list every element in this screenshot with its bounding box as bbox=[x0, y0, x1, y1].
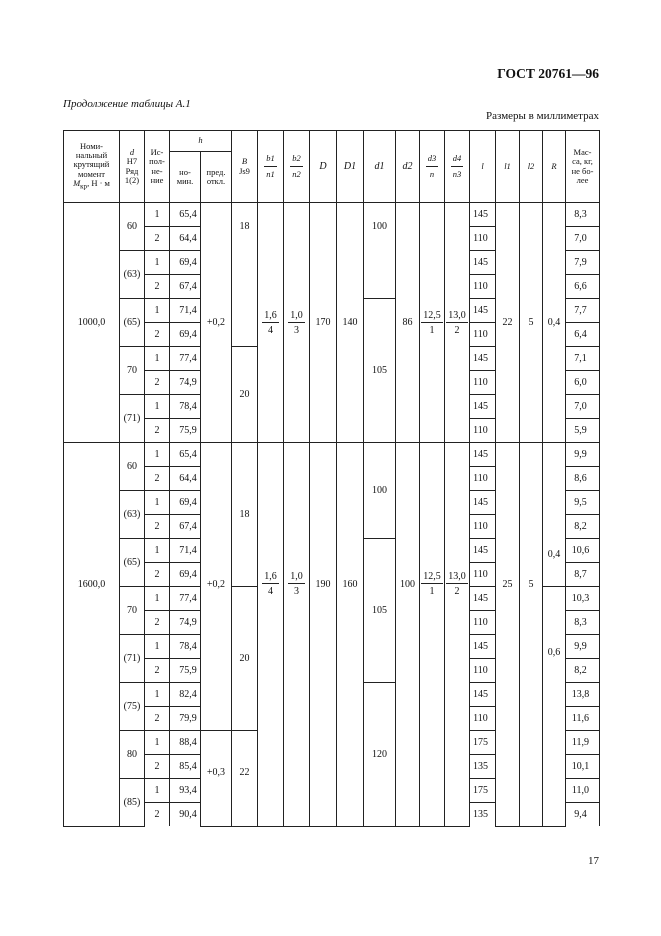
h-deviation-cell: +0,2 bbox=[201, 203, 232, 443]
exec-cell: 2 bbox=[145, 563, 170, 587]
header-torque: Номи- нальный крутящий момент $M_{кр}$, Н · м bbox=[64, 131, 120, 203]
l-cell: 145 bbox=[470, 683, 496, 707]
h-nominal-cell: 67,4 bbox=[170, 275, 201, 299]
mass-cell: 8,2 bbox=[566, 659, 600, 683]
header-h-nominal: но- мин. bbox=[170, 152, 201, 203]
mass-cell: 10,1 bbox=[566, 755, 600, 779]
header-mass: Мас- са, кг, не бо- лее bbox=[566, 131, 600, 203]
h-nominal-cell: 78,4 bbox=[170, 635, 201, 659]
exec-cell: 2 bbox=[145, 467, 170, 491]
exec-cell: 2 bbox=[145, 419, 170, 443]
l-cell: 175 bbox=[470, 731, 496, 755]
D1-cell: 160 bbox=[337, 443, 364, 827]
h-nominal-cell: 69,4 bbox=[170, 251, 201, 275]
h-nominal-cell: 65,4 bbox=[170, 203, 201, 227]
R-cell: 0,4 bbox=[543, 443, 566, 587]
exec-cell: 1 bbox=[145, 491, 170, 515]
exec-cell: 1 bbox=[145, 683, 170, 707]
header-d: d H7 Ряд 1(2) bbox=[120, 131, 145, 203]
mass-cell: 8,2 bbox=[566, 515, 600, 539]
d-cell: (65) bbox=[120, 539, 145, 587]
l2-cell: 5 bbox=[520, 443, 543, 827]
header-row-1 bbox=[64, 131, 600, 152]
h-nominal-cell: 69,4 bbox=[170, 491, 201, 515]
d1-cell: 100 bbox=[364, 203, 396, 299]
l2-cell: 5 bbox=[520, 203, 543, 443]
d-cell: 60 bbox=[120, 443, 145, 491]
d-cell: 60 bbox=[120, 203, 145, 251]
d-cell: (63) bbox=[120, 491, 145, 539]
table-caption: Продолжение таблицы А.1 bbox=[63, 98, 191, 110]
page-number: 17 bbox=[588, 855, 599, 867]
mass-cell: 6,0 bbox=[566, 371, 600, 395]
h-nominal-cell: 74,9 bbox=[170, 371, 201, 395]
header-l: l bbox=[470, 131, 496, 203]
mass-cell: 11,9 bbox=[566, 731, 600, 755]
h-nominal-cell: 77,4 bbox=[170, 587, 201, 611]
b1-cell: $\frac{1,6}{4}$ bbox=[258, 203, 284, 443]
B-cell: 18 bbox=[232, 443, 258, 587]
d4-cell: $\frac{13,0}{2}$ bbox=[445, 443, 470, 827]
header-execution: Ис- пол- не- ние bbox=[145, 131, 170, 203]
mass-cell: 7,0 bbox=[566, 395, 600, 419]
mass-cell: 8,6 bbox=[566, 467, 600, 491]
h-nominal-cell: 82,4 bbox=[170, 683, 201, 707]
exec-cell: 1 bbox=[145, 731, 170, 755]
l-cell: 110 bbox=[470, 275, 496, 299]
l-cell: 145 bbox=[470, 443, 496, 467]
exec-cell: 2 bbox=[145, 707, 170, 731]
h-nominal-cell: 67,4 bbox=[170, 515, 201, 539]
h-nominal-cell: 65,4 bbox=[170, 443, 201, 467]
B-cell: 20 bbox=[232, 587, 258, 731]
header-l1: l1 bbox=[496, 131, 520, 203]
B-cell: 22 bbox=[232, 731, 258, 827]
d-cell: 70 bbox=[120, 587, 145, 635]
l-cell: 110 bbox=[470, 707, 496, 731]
h-nominal-cell: 77,4 bbox=[170, 347, 201, 371]
exec-cell: 2 bbox=[145, 275, 170, 299]
h-nominal-cell: 69,4 bbox=[170, 323, 201, 347]
exec-cell: 2 bbox=[145, 755, 170, 779]
l-cell: 145 bbox=[470, 251, 496, 275]
l-cell: 110 bbox=[470, 563, 496, 587]
exec-cell: 2 bbox=[145, 323, 170, 347]
l-cell: 110 bbox=[470, 467, 496, 491]
B-cell: 18 bbox=[232, 203, 258, 347]
d3-cell: $\frac{12,5}{1}$ bbox=[420, 443, 445, 827]
exec-cell: 2 bbox=[145, 611, 170, 635]
d1-cell: 105 bbox=[364, 299, 396, 443]
exec-cell: 2 bbox=[145, 371, 170, 395]
mass-cell: 13,8 bbox=[566, 683, 600, 707]
mass-cell: 8,7 bbox=[566, 563, 600, 587]
h-nominal-cell: 85,4 bbox=[170, 755, 201, 779]
d-cell: (75) bbox=[120, 683, 145, 731]
header-R: R bbox=[543, 131, 566, 203]
h-nominal-cell: 64,4 bbox=[170, 467, 201, 491]
exec-cell: 1 bbox=[145, 443, 170, 467]
d2-cell: 86 bbox=[396, 203, 420, 443]
torque-cell: 1000,0 bbox=[64, 203, 120, 443]
torque-cell: 1600,0 bbox=[64, 443, 120, 827]
l-cell: 110 bbox=[470, 611, 496, 635]
header-d4: $\frac{d4}{n3}$ bbox=[445, 131, 470, 203]
l-cell: 145 bbox=[470, 299, 496, 323]
header-d2: d2 bbox=[396, 131, 420, 203]
d-cell: 80 bbox=[120, 731, 145, 779]
mass-cell: 7,7 bbox=[566, 299, 600, 323]
mass-cell: 11,6 bbox=[566, 707, 600, 731]
l-cell: 145 bbox=[470, 539, 496, 563]
header-D: D bbox=[310, 131, 337, 203]
mass-cell: 7,0 bbox=[566, 227, 600, 251]
l-cell: 145 bbox=[470, 635, 496, 659]
mass-cell: 9,4 bbox=[566, 803, 600, 827]
header-b2: $\frac{b2}{n2}$ bbox=[284, 131, 310, 203]
h-deviation-cell: +0,3 bbox=[201, 731, 232, 827]
B-cell: 20 bbox=[232, 347, 258, 443]
header-b1: $\frac{b1}{n1}$ bbox=[258, 131, 284, 203]
l1-cell: 25 bbox=[496, 443, 520, 827]
d-cell: (71) bbox=[120, 635, 145, 683]
l-cell: 145 bbox=[470, 203, 496, 227]
d2-cell: 100 bbox=[396, 443, 420, 827]
l-cell: 175 bbox=[470, 779, 496, 803]
header-h: h bbox=[170, 131, 232, 152]
header-l2: l2 bbox=[520, 131, 543, 203]
header-B: B Js9 bbox=[232, 131, 258, 203]
b2-cell: $\frac{1,0}{3}$ bbox=[284, 443, 310, 827]
exec-cell: 1 bbox=[145, 539, 170, 563]
exec-cell: 2 bbox=[145, 659, 170, 683]
mass-cell: 7,9 bbox=[566, 251, 600, 275]
l-cell: 110 bbox=[470, 659, 496, 683]
exec-cell: 1 bbox=[145, 635, 170, 659]
exec-cell: 1 bbox=[145, 203, 170, 227]
header-d1: d1 bbox=[364, 131, 396, 203]
l-cell: 145 bbox=[470, 587, 496, 611]
mass-cell: 7,1 bbox=[566, 347, 600, 371]
header-h-deviation: пред. откл. bbox=[201, 152, 232, 203]
h-nominal-cell: 69,4 bbox=[170, 563, 201, 587]
h-nominal-cell: 90,4 bbox=[170, 803, 201, 827]
mass-cell: 10,3 bbox=[566, 587, 600, 611]
mass-cell: 9,9 bbox=[566, 635, 600, 659]
mass-cell: 5,9 bbox=[566, 419, 600, 443]
exec-cell: 1 bbox=[145, 347, 170, 371]
l-cell: 110 bbox=[470, 323, 496, 347]
h-nominal-cell: 75,9 bbox=[170, 419, 201, 443]
l1-cell: 22 bbox=[496, 203, 520, 443]
d-cell: (85) bbox=[120, 779, 145, 827]
h-nominal-cell: 71,4 bbox=[170, 539, 201, 563]
d-cell: (63) bbox=[120, 251, 145, 299]
mass-cell: 11,0 bbox=[566, 779, 600, 803]
d3-cell: $\frac{12,5}{1}$ bbox=[420, 203, 445, 443]
exec-cell: 1 bbox=[145, 395, 170, 419]
h-nominal-cell: 74,9 bbox=[170, 611, 201, 635]
h-nominal-cell: 88,4 bbox=[170, 731, 201, 755]
mass-cell: 9,9 bbox=[566, 443, 600, 467]
l-cell: 135 bbox=[470, 803, 496, 827]
h-nominal-cell: 79,9 bbox=[170, 707, 201, 731]
mass-cell: 9,5 bbox=[566, 491, 600, 515]
exec-cell: 1 bbox=[145, 779, 170, 803]
exec-cell: 1 bbox=[145, 587, 170, 611]
d-cell: (71) bbox=[120, 395, 145, 443]
mass-cell: 6,6 bbox=[566, 275, 600, 299]
exec-cell: 2 bbox=[145, 803, 170, 827]
l-cell: 110 bbox=[470, 227, 496, 251]
h-nominal-cell: 93,4 bbox=[170, 779, 201, 803]
l-cell: 145 bbox=[470, 347, 496, 371]
R-cell: 0,6 bbox=[543, 587, 566, 827]
exec-cell: 1 bbox=[145, 299, 170, 323]
d1-cell: 100 bbox=[364, 443, 396, 539]
units-note: Размеры в миллиметрах bbox=[486, 110, 599, 122]
mass-cell: 6,4 bbox=[566, 323, 600, 347]
table-row bbox=[64, 203, 600, 227]
table-row bbox=[64, 443, 600, 467]
exec-cell: 2 bbox=[145, 227, 170, 251]
l-cell: 145 bbox=[470, 395, 496, 419]
exec-cell: 1 bbox=[145, 251, 170, 275]
h-nominal-cell: 75,9 bbox=[170, 659, 201, 683]
l-cell: 135 bbox=[470, 755, 496, 779]
exec-cell: 2 bbox=[145, 515, 170, 539]
h-nominal-cell: 64,4 bbox=[170, 227, 201, 251]
l-cell: 110 bbox=[470, 515, 496, 539]
b1-cell: $\frac{1,6}{4}$ bbox=[258, 443, 284, 827]
spec-table bbox=[63, 130, 600, 827]
D1-cell: 140 bbox=[337, 203, 364, 443]
h-deviation-cell: +0,2 bbox=[201, 443, 232, 731]
R-cell: 0,4 bbox=[543, 203, 566, 443]
D-cell: 170 bbox=[310, 203, 337, 443]
h-nominal-cell: 78,4 bbox=[170, 395, 201, 419]
mass-cell: 8,3 bbox=[566, 203, 600, 227]
l-cell: 110 bbox=[470, 371, 496, 395]
header-d3: $\frac{d3}{n}$ bbox=[420, 131, 445, 203]
D-cell: 190 bbox=[310, 443, 337, 827]
d4-cell: $\frac{13,0}{2}$ bbox=[445, 203, 470, 443]
mass-cell: 8,3 bbox=[566, 611, 600, 635]
mass-cell: 10,6 bbox=[566, 539, 600, 563]
h-nominal-cell: 71,4 bbox=[170, 299, 201, 323]
d-cell: 70 bbox=[120, 347, 145, 395]
l-cell: 145 bbox=[470, 491, 496, 515]
header-D1: D1 bbox=[337, 131, 364, 203]
d1-cell: 105 bbox=[364, 539, 396, 683]
l-cell: 110 bbox=[470, 419, 496, 443]
d1-cell: 120 bbox=[364, 683, 396, 827]
b2-cell: $\frac{1,0}{3}$ bbox=[284, 203, 310, 443]
d-cell: (65) bbox=[120, 299, 145, 347]
document-title: ГОСТ 20761—96 bbox=[497, 66, 599, 81]
